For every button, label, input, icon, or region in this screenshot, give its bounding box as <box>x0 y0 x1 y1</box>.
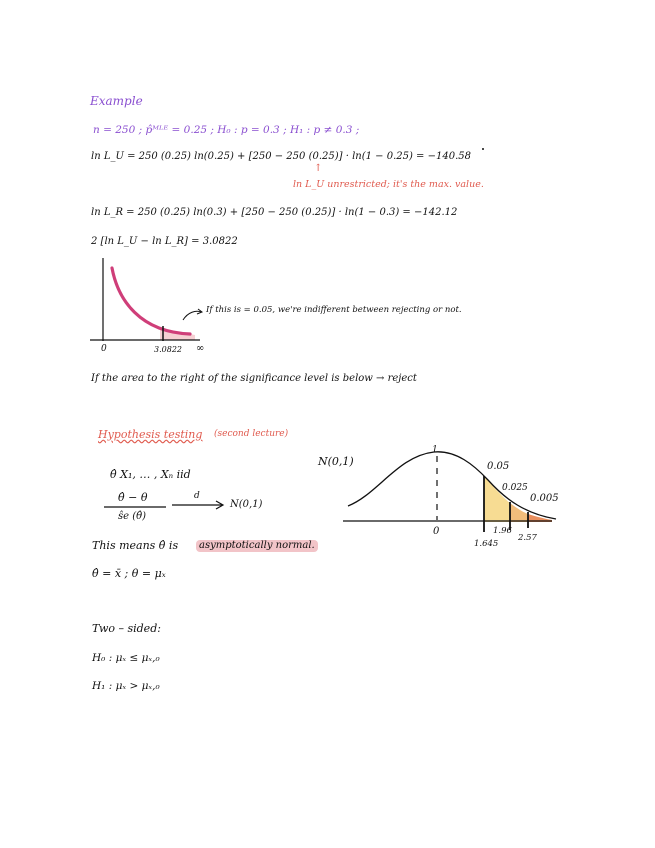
stray-dot <box>482 148 484 150</box>
rejection-rule: If the area to the right of the significance level is below → reject <box>91 373 417 384</box>
example-heading: Example <box>90 94 143 108</box>
normal-title: N(0,1) <box>318 455 354 468</box>
area-label-0.05: 0.05 <box>487 461 510 472</box>
limit-distribution: N(0,1) <box>230 499 263 510</box>
estimator-line: θ̂ X₁, … , Xₙ iid <box>110 468 191 481</box>
alternative-hypothesis: H₁ : μₓ > μₓ,₀ <box>92 680 160 692</box>
asymptotic-highlight: asymptotically normal. <box>196 540 318 552</box>
lnlu-equation: ln L_U = 250 (0.25) ln(0.25) + [250 − 250 (0.25)] · ln(1 − 0.25) = −140.58 <box>91 151 471 162</box>
normal-peak-label: 1 <box>432 445 438 455</box>
area-label-0.005: 0.005 <box>530 493 559 504</box>
example-setup: n = 250 ; p̂ᴹᴸᴱ = 0.25 ; H₀ : p = 0.3 ; H₁ : p ≠ 0.3 ; <box>93 124 360 136</box>
test-statistic: 2 [ln L_U − ln L_R] = 3.0822 <box>91 236 238 247</box>
graph1-stat-label: 3.0822 <box>154 345 182 354</box>
crit-label-1.96: 1.96 <box>493 526 512 536</box>
graph1-zero-label: 0 <box>101 344 107 354</box>
lnlu-arrow: ↑ <box>314 163 323 174</box>
two-sided-label: Two – sided: <box>92 622 161 635</box>
lnlr-equation: ln L_R = 250 (0.25) ln(0.3) + [250 − 250 (0.25)] · ln(1 − 0.3) = −142.12 <box>91 207 458 218</box>
graph1-infinity-label: ∞ <box>196 343 205 354</box>
means-line: This means θ̂ is <box>92 539 179 552</box>
hypothesis-heading: Hypothesis testing <box>98 428 203 441</box>
area-label-0.025: 0.025 <box>502 483 528 493</box>
crit-label-1.645: 1.645 <box>474 539 499 549</box>
indifference-annotation: If this is = 0.05, we're indifferent between rejecting or not. <box>206 305 462 315</box>
lnlu-note: ln L_U unrestricted; it's the max. value. <box>293 179 484 190</box>
crit-label-2.57: 2.57 <box>518 533 537 543</box>
normal-zero-label: 0 <box>433 526 440 537</box>
null-hypothesis: H₀ : μₓ ≤ μₓ,₀ <box>92 652 160 664</box>
convergence-label: d <box>194 491 200 501</box>
hypothesis-heading-note: (second lecture) <box>214 429 289 439</box>
theta-line: θ̂ = x̄ ; θ = μₓ <box>92 567 166 580</box>
fraction-denominator: ŝe (θ̂) <box>118 511 147 522</box>
fraction-numerator: θ̂ − θ <box>118 491 148 504</box>
